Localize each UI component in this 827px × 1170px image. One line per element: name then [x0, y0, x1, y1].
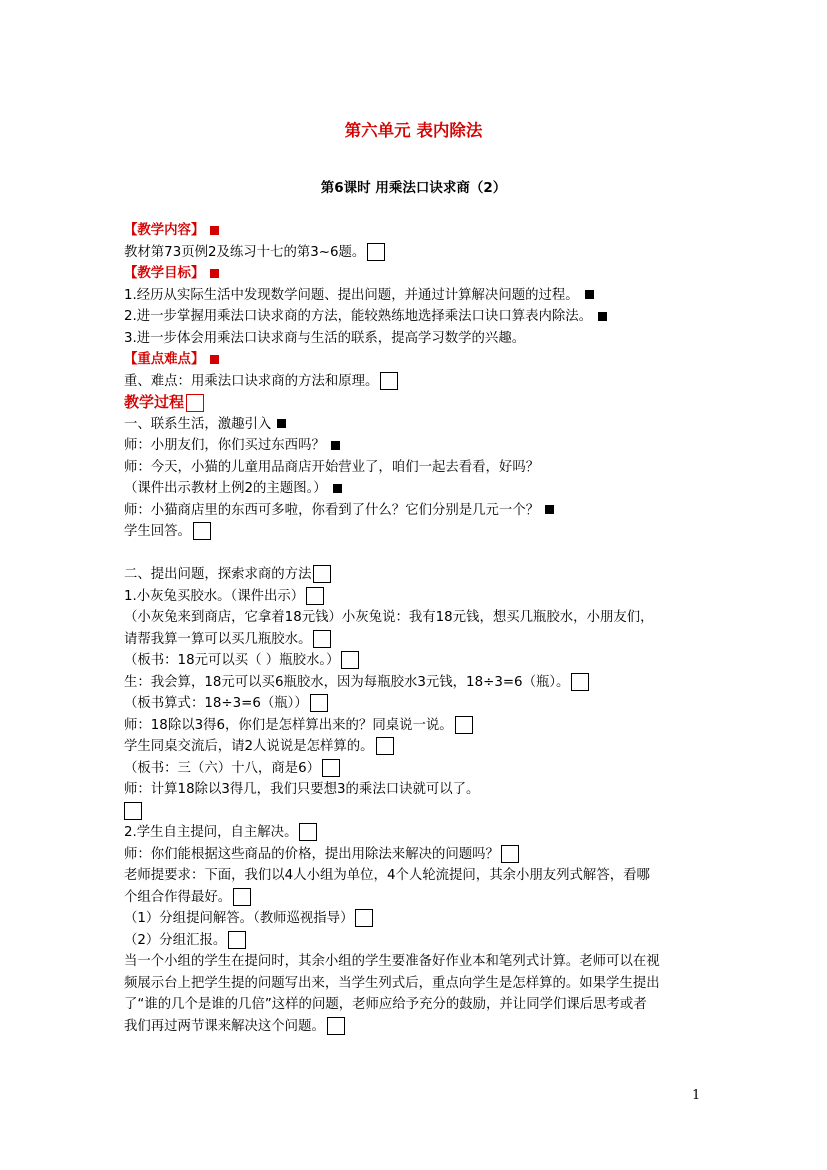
paragraph-line	[124, 564, 714, 586]
empty-box-marker	[322, 759, 340, 777]
black-square-marker	[545, 505, 554, 514]
paragraph-line	[124, 693, 714, 715]
process-heading-line	[124, 392, 714, 414]
empty-box-marker	[193, 522, 211, 540]
line-text: 师：你们能根据这些商品的价格，提出用除法来解决的问题吗？	[124, 846, 499, 862]
line-text: 师：今天，小猫的儿童用品商店开始营业了，咱们一起去看看，好吗？	[124, 459, 540, 475]
black-square-marker	[333, 484, 342, 493]
line-text: 请帮我算一算可以买几瓶胶水。	[124, 631, 312, 647]
empty-box-marker	[313, 565, 331, 583]
line-text: （课件出示教材上例2的主题图。）	[124, 481, 327, 496]
document-body	[124, 220, 714, 1037]
goal-item	[124, 306, 714, 328]
key-heading: 【重点难点】	[124, 352, 205, 367]
empty-box-marker	[455, 716, 473, 734]
line-text: 师：小猫商店里的东西可多啦，你看到了什么？它们分别是几元一个？	[124, 502, 540, 518]
lesson-title: 第6课时 用乘法口诀求商（2）	[320, 180, 507, 196]
paragraph-line	[124, 457, 714, 479]
paragraph-line	[124, 994, 714, 1016]
line-text: 二、提出问题，探索求商的方法	[124, 567, 312, 582]
paragraph-line	[124, 779, 714, 801]
black-square-marker	[585, 290, 594, 299]
black-square-marker	[277, 419, 286, 428]
line-text: （板书：三（六）十八，商是6）	[124, 760, 320, 776]
line-text: 学生同桌交流后，请2人说说是怎样算的。	[124, 739, 374, 754]
line-text: 师：计算18除以3得几，我们只要想3的乘法口诀就可以了。	[124, 782, 480, 797]
line-text: 当一个小组的学生在提问时，其余小组的学生要准备好作业本和笔列式计算。老师可以在视	[124, 954, 660, 969]
line-text: 师：小朋友们，你们买过东西吗？	[124, 438, 325, 453]
line-text: 我们再过两节课来解决这个问题。	[124, 1018, 325, 1034]
paragraph-line	[124, 414, 714, 436]
paragraph-line	[124, 865, 714, 887]
line-text: 老师提要求：下面，我们以4人小组为单位，4个人轮流提问，其余小朋友列式解答，看哪	[124, 868, 650, 883]
paragraph-line	[124, 435, 714, 457]
paragraph-line	[124, 951, 714, 973]
red-square-marker	[210, 355, 219, 364]
goal-text: 3.进一步体会用乘法口诀求商与生活的联系，提高学习数学的兴趣。	[124, 330, 526, 346]
paragraph-line	[124, 736, 714, 758]
empty-box-marker	[124, 802, 142, 820]
content-text: 教材第73页例2及练习十七的第3~6题。	[124, 244, 366, 260]
empty-box-marker	[376, 737, 394, 755]
goal-item	[124, 328, 714, 350]
line-text: 1.小灰兔买胶水。（课件出示）	[124, 588, 305, 604]
unit-title: 第六单元 表内除法	[344, 121, 483, 140]
paragraph-line	[124, 1016, 714, 1038]
line-text: 2.学生自主提问，自主解决。	[124, 825, 298, 840]
key-text-line	[124, 371, 714, 393]
paragraph-line	[124, 844, 714, 866]
line-text: 频展示台上把学生提的问题写出来，当学生列式后，重点向学生是怎样算的。如果学生提出	[124, 975, 660, 991]
goals-heading-line	[124, 263, 714, 285]
line-text: 学生回答。	[124, 524, 191, 539]
key-heading-line	[124, 349, 714, 371]
empty-box-marker	[341, 651, 359, 669]
empty-box-marker	[571, 673, 589, 691]
paragraph-line	[124, 908, 714, 930]
red-square-marker	[210, 269, 219, 278]
empty-box-marker	[299, 823, 317, 841]
paragraph-line	[124, 887, 714, 909]
line-text: 生：我会算，18元可以买6瓶胶水，因为每瓶胶水3元钱，18÷3=6（瓶）。	[124, 674, 570, 690]
line-text: （1）分组提问解答。（教师巡视指导）	[124, 911, 354, 926]
black-square-marker	[331, 441, 340, 450]
paragraph-line	[124, 478, 714, 500]
paragraph-line	[124, 607, 714, 629]
goal-text: 2.进一步掌握用乘法口诀求商的方法，能较熟练地选择乘法口诀口算表内除法。	[124, 309, 593, 324]
page-number: 1	[692, 1088, 701, 1103]
key-text: 重、难点：用乘法口诀求商的方法和原理。	[124, 373, 379, 389]
line-text: （板书：18元可以买（ ）瓶胶水。）	[124, 653, 340, 668]
empty-box-marker	[233, 888, 251, 906]
empty-box-marker	[306, 587, 324, 605]
paragraph-line	[124, 650, 714, 672]
empty-box-marker	[367, 243, 385, 261]
line-text: （小灰兔来到商店，它拿着18元钱）小灰兔说：我有18元钱，想买几瓶胶水，小朋友们，	[124, 610, 654, 625]
line-text: （板书算式：18÷3=6（瓶））	[124, 696, 308, 711]
content-heading-line	[124, 220, 714, 242]
empty-box-marker	[501, 845, 519, 863]
red-square-marker	[210, 226, 219, 235]
paragraph-line	[124, 500, 714, 522]
box-only-line	[124, 801, 714, 823]
content-text-line	[124, 242, 714, 264]
black-square-marker	[598, 312, 607, 321]
content-heading: 【教学内容】	[124, 223, 205, 238]
line-text: （2）分组汇报。	[124, 932, 227, 948]
empty-box-marker	[313, 630, 331, 648]
paragraph-line	[124, 586, 714, 608]
blank-line	[124, 543, 714, 565]
paragraph-line	[124, 758, 714, 780]
empty-box-marker	[327, 1017, 345, 1035]
empty-box-marker	[310, 694, 328, 712]
paragraph-line	[124, 521, 714, 543]
goal-text: 1.经历从实际生活中发现数学问题、提出问题，并通过计算解决问题的过程。	[124, 287, 579, 303]
paragraph-line	[124, 930, 714, 952]
goal-item	[124, 285, 714, 307]
line-text: 师：18除以3得6，你们是怎样算出来的？同桌说一说。	[124, 717, 453, 733]
line-text: 了“谁的几个是谁的几倍”这样的问题，老师应给予充分的鼓励，并让同学们课后思考或者	[124, 997, 647, 1012]
empty-box-marker	[355, 909, 373, 927]
empty-box-marker	[228, 931, 246, 949]
red-box-marker	[186, 394, 204, 412]
paragraph-line	[124, 629, 714, 651]
goals-heading: 【教学目标】	[124, 266, 205, 281]
paragraph-line	[124, 715, 714, 737]
process-heading: 教学过程	[124, 393, 185, 411]
paragraph-line	[124, 973, 714, 995]
line-text: 一、联系生活，激趣引入	[124, 416, 272, 432]
line-text: 个组合作得最好。	[124, 889, 232, 905]
empty-box-marker	[380, 372, 398, 390]
paragraph-line	[124, 672, 714, 694]
paragraph-line	[124, 822, 714, 844]
